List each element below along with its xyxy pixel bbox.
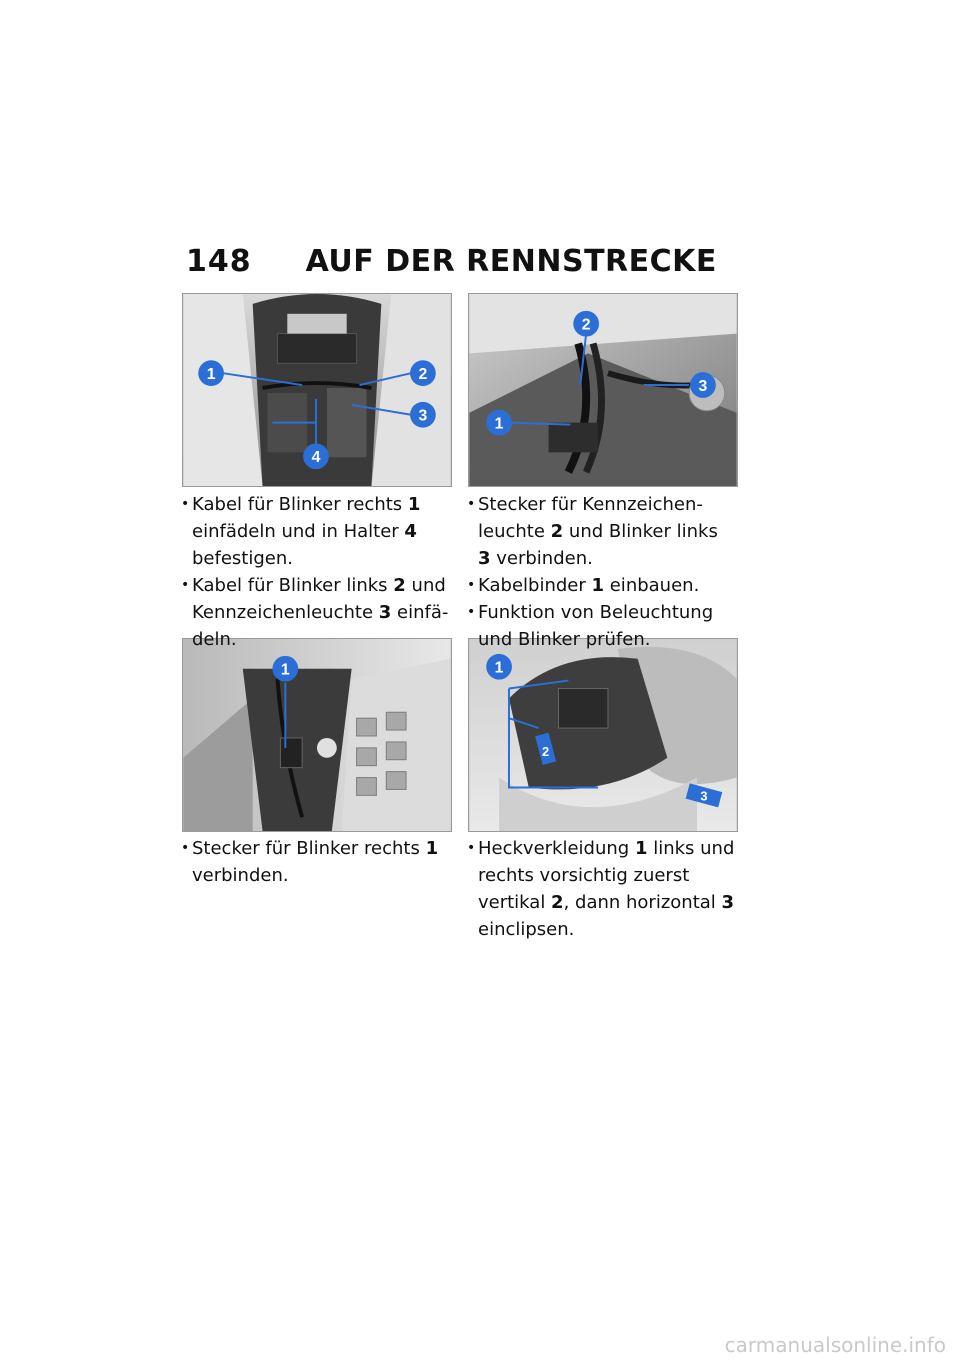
watermark: carmanualsonline.info — [724, 1333, 946, 1357]
rear-frame-wiring-drawing — [183, 294, 451, 486]
marker-4-label: 4 — [311, 449, 321, 467]
step: • Kabel für Blinker rechts 1 einfädeln und in Halter 4 befestigen. — [182, 491, 450, 572]
marker-3-label: 3 — [700, 788, 708, 804]
step: • Heckverkleidung 1 links und rechts vorsichtig zuerst vertikal 2, dann horizontal 3 einclipsen. — [468, 835, 736, 943]
marker-2-label: 2 — [418, 366, 428, 384]
rear-cover-clips-drawing — [469, 639, 737, 831]
right-indicator-plug-drawing — [183, 639, 451, 831]
marker-2-label: 2 — [581, 316, 591, 334]
rear-cover-clips-image — [468, 638, 738, 832]
marker-1-label: 1 — [494, 415, 504, 433]
step: • Funktion von Beleuchtung und Blinker prüfen. — [468, 599, 736, 653]
step: • Stecker für Blinker rechts 1 verbinden. — [182, 835, 450, 889]
rear-frame-wiring-image — [182, 293, 452, 487]
steps-section-1 — [182, 491, 450, 653]
connectors-detail-drawing — [469, 294, 737, 486]
steps-section-2 — [468, 491, 736, 653]
page-title: AUF DER RENNSTRECKE — [305, 244, 717, 279]
step: • Stecker für Kennzeichenleuchte 2 und Blinker links 3 verbinden. — [468, 491, 736, 572]
step: • Kabel für Blinker links 2 und Kennzeichenleuchte 3 einfädeln. — [182, 572, 450, 653]
steps-section-4 — [468, 835, 736, 943]
connectors-detail-image — [468, 293, 738, 487]
marker-3-label: 3 — [418, 407, 428, 425]
marker-3-label: 3 — [698, 377, 708, 395]
page-number: 148 — [186, 244, 252, 279]
marker-1-label: 1 — [206, 366, 216, 384]
right-indicator-plug-image — [182, 638, 452, 832]
page-header — [186, 244, 717, 280]
step: • Kabelbinder 1 einbauen. — [468, 572, 736, 599]
steps-section-3 — [182, 835, 450, 889]
marker-1-label: 1 — [280, 661, 290, 679]
marker-1-label: 1 — [494, 659, 504, 677]
marker-2-label: 2 — [542, 743, 550, 759]
